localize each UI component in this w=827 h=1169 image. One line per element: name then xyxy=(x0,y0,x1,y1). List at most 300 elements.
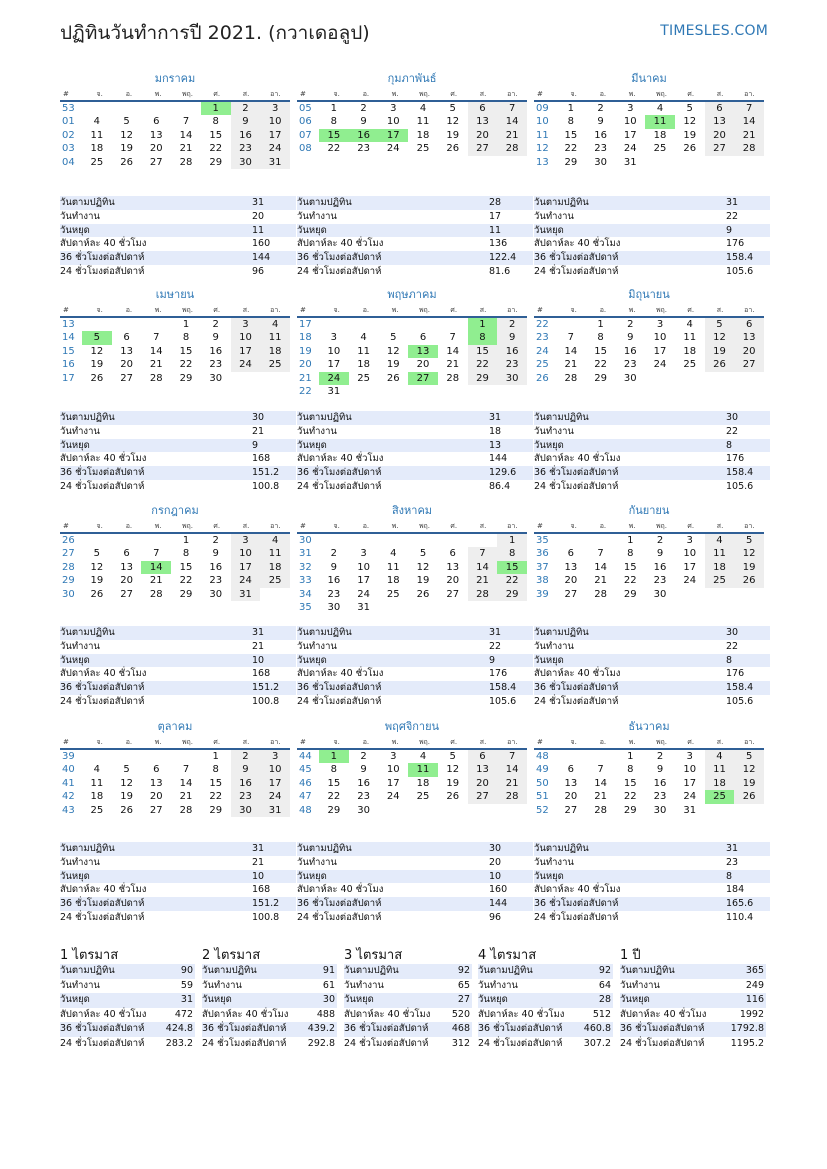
day-cell[interactable]: 28 xyxy=(734,142,764,155)
day-cell[interactable]: 7 xyxy=(597,764,604,776)
day-cell[interactable]: 26 xyxy=(446,791,460,803)
day-cell[interactable]: 22 xyxy=(327,143,341,155)
holiday-day-cell[interactable]: 1 xyxy=(319,750,349,763)
day-cell[interactable]: 27 xyxy=(120,372,133,384)
day-cell[interactable]: 13 xyxy=(149,129,163,141)
day-cell[interactable]: 24 xyxy=(386,791,400,803)
day-cell[interactable]: 2 xyxy=(212,319,219,330)
day-cell[interactable]: 22 xyxy=(623,791,637,803)
day-cell[interactable]: 12 xyxy=(734,547,764,560)
day-cell[interactable]: 12 xyxy=(446,116,460,128)
day-cell[interactable]: 30 xyxy=(623,372,637,384)
day-cell[interactable]: 5 xyxy=(419,548,427,560)
day-cell[interactable]: 29 xyxy=(564,156,578,168)
day-cell[interactable]: 25 xyxy=(90,156,104,168)
day-cell[interactable]: 16 xyxy=(231,777,261,790)
day-cell[interactable]: 20 xyxy=(149,143,163,155)
day-cell[interactable]: 17 xyxy=(357,575,370,587)
day-cell[interactable]: 13 xyxy=(468,763,498,776)
day-cell[interactable]: 8 xyxy=(212,764,219,776)
day-cell[interactable]: 2 xyxy=(627,319,634,330)
day-cell[interactable]: 10 xyxy=(231,331,261,344)
day-cell[interactable]: 13 xyxy=(120,561,133,573)
day-cell[interactable]: 4 xyxy=(419,751,427,762)
day-cell[interactable]: 18 xyxy=(90,791,104,803)
day-cell[interactable]: 18 xyxy=(416,129,430,141)
day-cell[interactable]: 14 xyxy=(149,345,163,357)
day-cell[interactable]: 23 xyxy=(594,143,607,155)
day-cell[interactable]: 8 xyxy=(597,332,604,344)
day-cell[interactable]: 6 xyxy=(153,116,160,128)
day-cell[interactable]: 21 xyxy=(468,574,498,587)
day-cell[interactable]: 21 xyxy=(734,129,764,142)
day-cell[interactable]: 1 xyxy=(212,751,219,762)
day-cell[interactable]: 29 xyxy=(209,804,223,816)
day-cell[interactable]: 27 xyxy=(564,804,578,816)
day-cell[interactable]: 13 xyxy=(705,115,735,128)
day-cell[interactable]: 28 xyxy=(594,588,607,600)
day-cell[interactable]: 28 xyxy=(468,588,498,601)
day-cell[interactable]: 20 xyxy=(564,575,578,587)
holiday-day-cell[interactable]: 11 xyxy=(645,115,675,128)
day-cell[interactable]: 24 xyxy=(357,588,370,600)
day-cell[interactable]: 15 xyxy=(564,129,578,141)
day-cell[interactable]: 30 xyxy=(497,372,527,385)
day-cell[interactable]: 30 xyxy=(653,804,667,816)
day-cell[interactable]: 25 xyxy=(260,358,290,371)
holiday-day-cell[interactable]: 11 xyxy=(408,763,438,776)
day-cell[interactable]: 8 xyxy=(182,548,190,560)
day-cell[interactable]: 5 xyxy=(686,103,693,114)
day-cell[interactable]: 6 xyxy=(468,102,498,115)
day-cell[interactable]: 28 xyxy=(446,372,460,384)
day-cell[interactable]: 5 xyxy=(93,548,101,560)
day-cell[interactable]: 10 xyxy=(231,547,261,560)
day-cell[interactable]: 12 xyxy=(416,561,430,573)
day-cell[interactable]: 9 xyxy=(212,332,219,344)
day-cell[interactable]: 31 xyxy=(623,156,637,168)
day-cell[interactable]: 12 xyxy=(446,764,460,776)
day-cell[interactable]: 31 xyxy=(683,804,697,816)
day-cell[interactable]: 21 xyxy=(149,359,163,371)
day-cell[interactable]: 22 xyxy=(564,143,578,155)
day-cell[interactable]: 24 xyxy=(260,142,290,155)
day-cell[interactable]: 12 xyxy=(683,116,697,128)
day-cell[interactable]: 7 xyxy=(153,548,160,560)
day-cell[interactable]: 19 xyxy=(416,575,430,587)
day-cell[interactable]: 26 xyxy=(683,143,697,155)
day-cell[interactable]: 2 xyxy=(212,535,219,546)
day-cell[interactable]: 8 xyxy=(627,548,634,560)
day-cell[interactable]: 23 xyxy=(357,791,370,803)
holiday-day-cell[interactable]: 15 xyxy=(497,561,527,574)
day-cell[interactable]: 16 xyxy=(209,561,223,573)
day-cell[interactable]: 6 xyxy=(153,764,160,776)
day-cell[interactable]: 21 xyxy=(179,791,193,803)
holiday-day-cell[interactable]: 16 xyxy=(349,129,379,142)
day-cell[interactable]: 18 xyxy=(705,561,735,574)
day-cell[interactable]: 1 xyxy=(627,751,634,762)
holiday-day-cell[interactable]: 17 xyxy=(378,129,408,142)
holiday-day-cell[interactable]: 1 xyxy=(201,102,231,115)
day-cell[interactable]: 3 xyxy=(390,103,397,114)
day-cell[interactable]: 20 xyxy=(149,791,163,803)
day-cell[interactable]: 14 xyxy=(594,561,607,573)
day-cell[interactable]: 19 xyxy=(386,359,400,371)
day-cell[interactable]: 16 xyxy=(623,345,637,357)
day-cell[interactable]: 26 xyxy=(120,804,133,816)
day-cell[interactable]: 2 xyxy=(597,103,604,114)
day-cell[interactable]: 19 xyxy=(120,143,133,155)
day-cell[interactable]: 29 xyxy=(179,372,193,384)
day-cell[interactable]: 9 xyxy=(231,115,261,128)
day-cell[interactable]: 25 xyxy=(357,372,370,384)
day-cell[interactable]: 19 xyxy=(120,791,133,803)
day-cell[interactable]: 26 xyxy=(90,588,104,600)
day-cell[interactable]: 2 xyxy=(656,535,664,546)
day-cell[interactable]: 23 xyxy=(623,359,637,371)
day-cell[interactable]: 25 xyxy=(90,804,104,816)
day-cell[interactable]: 9 xyxy=(656,764,664,776)
day-cell[interactable]: 26 xyxy=(734,574,764,587)
day-cell[interactable]: 10 xyxy=(683,548,697,560)
day-cell[interactable]: 15 xyxy=(468,345,498,358)
day-cell[interactable]: 21 xyxy=(564,359,578,371)
day-cell[interactable]: 9 xyxy=(627,332,634,344)
day-cell[interactable]: 9 xyxy=(360,116,367,128)
day-cell[interactable]: 15 xyxy=(209,129,223,141)
day-cell[interactable]: 26 xyxy=(120,156,133,168)
day-cell[interactable]: 5 xyxy=(123,764,130,776)
day-cell[interactable]: 18 xyxy=(260,345,290,358)
day-cell[interactable]: 24 xyxy=(683,791,697,803)
day-cell[interactable]: 7 xyxy=(497,750,527,763)
day-cell[interactable]: 7 xyxy=(597,548,604,560)
day-cell[interactable]: 4 xyxy=(705,750,735,763)
day-cell[interactable]: 25 xyxy=(260,574,290,587)
day-cell[interactable]: 19 xyxy=(446,129,460,141)
day-cell[interactable]: 9 xyxy=(330,561,338,573)
day-cell[interactable]: 6 xyxy=(123,332,130,344)
day-cell[interactable]: 22 xyxy=(209,791,223,803)
day-cell[interactable]: 31 xyxy=(327,385,341,397)
day-cell[interactable]: 24 xyxy=(231,574,261,587)
day-cell[interactable]: 16 xyxy=(327,575,341,587)
day-cell[interactable]: 24 xyxy=(683,575,697,587)
day-cell[interactable]: 28 xyxy=(594,804,607,816)
day-cell[interactable]: 18 xyxy=(90,143,104,155)
day-cell[interactable]: 8 xyxy=(627,764,634,776)
day-cell[interactable]: 16 xyxy=(497,345,527,358)
day-cell[interactable]: 29 xyxy=(497,588,527,601)
day-cell[interactable]: 26 xyxy=(446,143,460,155)
day-cell[interactable]: 14 xyxy=(497,115,527,128)
day-cell[interactable]: 31 xyxy=(231,588,261,601)
day-cell[interactable]: 27 xyxy=(468,790,498,803)
day-cell[interactable]: 23 xyxy=(209,359,223,371)
day-cell[interactable]: 4 xyxy=(656,103,664,114)
day-cell[interactable]: 11 xyxy=(90,777,104,789)
day-cell[interactable]: 25 xyxy=(653,143,667,155)
day-cell[interactable]: 14 xyxy=(179,129,193,141)
day-cell[interactable]: 20 xyxy=(468,777,498,790)
day-cell[interactable]: 3 xyxy=(231,534,261,547)
day-cell[interactable]: 7 xyxy=(182,764,190,776)
day-cell[interactable]: 19 xyxy=(734,777,764,790)
day-cell[interactable]: 3 xyxy=(260,750,290,763)
day-cell[interactable]: 8 xyxy=(497,547,527,560)
day-cell[interactable]: 26 xyxy=(416,588,430,600)
day-cell[interactable]: 30 xyxy=(653,588,667,600)
day-cell[interactable]: 12 xyxy=(90,345,104,357)
day-cell[interactable]: 9 xyxy=(212,548,219,560)
day-cell[interactable]: 3 xyxy=(231,318,261,331)
day-cell[interactable]: 10 xyxy=(327,345,341,357)
day-cell[interactable]: 11 xyxy=(386,561,400,573)
day-cell[interactable]: 15 xyxy=(623,777,637,789)
day-cell[interactable]: 17 xyxy=(386,777,400,789)
day-cell[interactable]: 24 xyxy=(386,143,400,155)
day-cell[interactable]: 19 xyxy=(90,359,104,371)
day-cell[interactable]: 31 xyxy=(357,601,370,613)
day-cell[interactable]: 1 xyxy=(627,535,634,546)
day-cell[interactable]: 4 xyxy=(705,534,735,547)
day-cell[interactable]: 15 xyxy=(327,777,341,789)
day-cell[interactable]: 22 xyxy=(179,575,193,587)
day-cell[interactable]: 6 xyxy=(734,318,764,331)
day-cell[interactable]: 30 xyxy=(209,372,223,384)
day-cell[interactable]: 29 xyxy=(327,804,341,816)
day-cell[interactable]: 1 xyxy=(497,534,527,547)
day-cell[interactable]: 6 xyxy=(123,548,130,560)
day-cell[interactable]: 9 xyxy=(360,764,367,776)
day-cell[interactable]: 13 xyxy=(734,331,764,344)
day-cell[interactable]: 21 xyxy=(594,575,607,587)
holiday-day-cell[interactable]: 8 xyxy=(468,331,498,344)
day-cell[interactable]: 4 xyxy=(419,103,427,114)
day-cell[interactable]: 19 xyxy=(446,777,460,789)
day-cell[interactable]: 23 xyxy=(653,791,667,803)
day-cell[interactable]: 30 xyxy=(327,601,341,613)
day-cell[interactable]: 7 xyxy=(497,102,527,115)
day-cell[interactable]: 20 xyxy=(705,129,735,142)
day-cell[interactable]: 21 xyxy=(497,129,527,142)
day-cell[interactable]: 28 xyxy=(497,142,527,155)
day-cell[interactable]: 26 xyxy=(734,790,764,803)
day-cell[interactable]: 16 xyxy=(231,129,261,142)
holiday-day-cell[interactable]: 14 xyxy=(141,561,171,574)
day-cell[interactable]: 30 xyxy=(231,804,261,817)
day-cell[interactable]: 12 xyxy=(120,777,133,789)
day-cell[interactable]: 29 xyxy=(179,588,193,600)
day-cell[interactable]: 1 xyxy=(567,103,575,114)
holiday-day-cell[interactable]: 27 xyxy=(408,372,438,385)
day-cell[interactable]: 14 xyxy=(497,763,527,776)
day-cell[interactable]: 15 xyxy=(179,561,193,573)
day-cell[interactable]: 2 xyxy=(360,751,367,762)
day-cell[interactable]: 4 xyxy=(93,764,101,776)
day-cell[interactable]: 24 xyxy=(623,143,637,155)
day-cell[interactable]: 18 xyxy=(705,777,735,790)
day-cell[interactable]: 20 xyxy=(120,359,133,371)
day-cell[interactable]: 17 xyxy=(623,129,637,141)
day-cell[interactable]: 10 xyxy=(260,763,290,776)
day-cell[interactable]: 14 xyxy=(179,777,193,789)
day-cell[interactable]: 26 xyxy=(90,372,104,384)
day-cell[interactable]: 15 xyxy=(209,777,223,789)
day-cell[interactable]: 20 xyxy=(468,129,498,142)
day-cell[interactable]: 10 xyxy=(653,332,667,344)
day-cell[interactable]: 1 xyxy=(182,535,190,546)
day-cell[interactable]: 26 xyxy=(705,358,735,371)
day-cell[interactable]: 14 xyxy=(468,561,498,574)
day-cell[interactable]: 27 xyxy=(564,588,578,600)
day-cell[interactable]: 4 xyxy=(686,319,693,330)
day-cell[interactable]: 19 xyxy=(705,345,735,358)
day-cell[interactable]: 28 xyxy=(497,790,527,803)
day-cell[interactable]: 21 xyxy=(497,777,527,790)
day-cell[interactable]: 16 xyxy=(209,345,223,357)
day-cell[interactable]: 8 xyxy=(330,116,338,128)
day-cell[interactable]: 30 xyxy=(594,156,607,168)
holiday-day-cell[interactable]: 15 xyxy=(319,129,349,142)
day-cell[interactable]: 17 xyxy=(683,777,697,789)
day-cell[interactable]: 6 xyxy=(419,332,427,344)
day-cell[interactable]: 4 xyxy=(360,332,367,344)
day-cell[interactable]: 14 xyxy=(594,777,607,789)
day-cell[interactable]: 5 xyxy=(123,116,130,128)
day-cell[interactable]: 4 xyxy=(260,534,290,547)
day-cell[interactable]: 22 xyxy=(497,574,527,587)
day-cell[interactable]: 2 xyxy=(497,318,527,331)
day-cell[interactable]: 27 xyxy=(446,588,460,600)
day-cell[interactable]: 28 xyxy=(179,156,193,168)
day-cell[interactable]: 20 xyxy=(446,575,460,587)
day-cell[interactable]: 7 xyxy=(567,332,575,344)
day-cell[interactable]: 21 xyxy=(446,359,460,371)
day-cell[interactable]: 23 xyxy=(209,575,223,587)
day-cell[interactable]: 13 xyxy=(564,561,578,573)
day-cell[interactable]: 28 xyxy=(564,372,578,384)
day-cell[interactable]: 11 xyxy=(260,331,290,344)
day-cell[interactable]: 27 xyxy=(705,142,735,155)
day-cell[interactable]: 6 xyxy=(449,548,456,560)
day-cell[interactable]: 11 xyxy=(416,116,430,128)
day-cell[interactable]: 23 xyxy=(231,790,261,803)
day-cell[interactable]: 27 xyxy=(149,156,163,168)
day-cell[interactable]: 29 xyxy=(594,372,607,384)
day-cell[interactable]: 16 xyxy=(653,561,667,573)
day-cell[interactable]: 3 xyxy=(656,319,664,330)
day-cell[interactable]: 22 xyxy=(623,575,637,587)
day-cell[interactable]: 8 xyxy=(212,116,219,128)
day-cell[interactable]: 24 xyxy=(653,359,667,371)
day-cell[interactable]: 11 xyxy=(357,345,370,357)
day-cell[interactable]: 6 xyxy=(567,764,575,776)
day-cell[interactable]: 14 xyxy=(734,115,764,128)
day-cell[interactable]: 1 xyxy=(597,319,604,330)
day-cell[interactable]: 2 xyxy=(231,102,261,115)
day-cell[interactable]: 20 xyxy=(120,575,133,587)
day-cell[interactable]: 12 xyxy=(386,345,400,357)
day-cell[interactable]: 17 xyxy=(327,359,341,371)
day-cell[interactable]: 7 xyxy=(153,332,160,344)
day-cell[interactable]: 6 xyxy=(468,750,498,763)
day-cell[interactable]: 27 xyxy=(468,142,498,155)
holiday-day-cell[interactable]: 24 xyxy=(319,372,349,385)
day-cell[interactable]: 22 xyxy=(179,359,193,371)
day-cell[interactable]: 20 xyxy=(416,359,430,371)
day-cell[interactable]: 11 xyxy=(260,547,290,560)
day-cell[interactable]: 14 xyxy=(446,345,460,357)
day-cell[interactable]: 17 xyxy=(653,345,667,357)
day-cell[interactable]: 23 xyxy=(357,143,370,155)
day-cell[interactable]: 2 xyxy=(231,750,261,763)
day-cell[interactable]: 16 xyxy=(653,777,667,789)
day-cell[interactable]: 19 xyxy=(90,575,104,587)
day-cell[interactable]: 2 xyxy=(360,103,367,114)
day-cell[interactable]: 29 xyxy=(623,804,637,816)
day-cell[interactable]: 15 xyxy=(179,345,193,357)
day-cell[interactable]: 24 xyxy=(231,358,261,371)
day-cell[interactable]: 31 xyxy=(260,156,290,169)
day-cell[interactable]: 17 xyxy=(260,129,290,142)
site-link[interactable]: TIMESLES.COM xyxy=(660,23,768,39)
day-cell[interactable]: 17 xyxy=(231,561,261,574)
day-cell[interactable]: 28 xyxy=(179,804,193,816)
day-cell[interactable]: 28 xyxy=(149,372,163,384)
day-cell[interactable]: 12 xyxy=(90,561,104,573)
day-cell[interactable]: 5 xyxy=(390,332,397,344)
day-cell[interactable]: 5 xyxy=(734,750,764,763)
day-cell[interactable]: 17 xyxy=(260,777,290,790)
day-cell[interactable]: 13 xyxy=(120,345,133,357)
day-cell[interactable]: 3 xyxy=(627,103,634,114)
day-cell[interactable]: 21 xyxy=(149,575,163,587)
day-cell[interactable]: 8 xyxy=(567,116,575,128)
day-cell[interactable]: 17 xyxy=(683,561,697,573)
day-cell[interactable]: 3 xyxy=(390,751,397,762)
day-cell[interactable]: 21 xyxy=(179,143,193,155)
day-cell[interactable]: 17 xyxy=(231,345,261,358)
day-cell[interactable]: 18 xyxy=(416,777,430,789)
day-cell[interactable]: 15 xyxy=(594,345,607,357)
day-cell[interactable]: 3 xyxy=(686,751,693,762)
day-cell[interactable]: 3 xyxy=(260,102,290,115)
day-cell[interactable]: 27 xyxy=(734,358,764,371)
day-cell[interactable]: 20 xyxy=(734,345,764,358)
day-cell[interactable]: 6 xyxy=(567,548,575,560)
day-cell[interactable]: 4 xyxy=(260,318,290,331)
day-cell[interactable]: 9 xyxy=(656,548,664,560)
holiday-day-cell[interactable]: 5 xyxy=(82,331,112,344)
day-cell[interactable]: 3 xyxy=(360,548,367,560)
day-cell[interactable]: 23 xyxy=(653,575,667,587)
day-cell[interactable]: 18 xyxy=(260,561,290,574)
day-cell[interactable]: 12 xyxy=(120,129,133,141)
day-cell[interactable]: 4 xyxy=(390,548,397,560)
day-cell[interactable]: 13 xyxy=(149,777,163,789)
day-cell[interactable]: 18 xyxy=(357,359,370,371)
day-cell[interactable]: 11 xyxy=(705,763,735,776)
day-cell[interactable]: 22 xyxy=(209,143,223,155)
day-cell[interactable]: 10 xyxy=(357,561,370,573)
day-cell[interactable]: 6 xyxy=(705,102,735,115)
day-cell[interactable]: 12 xyxy=(734,763,764,776)
day-cell[interactable]: 2 xyxy=(330,548,338,560)
holiday-day-cell[interactable]: 13 xyxy=(408,345,438,358)
day-cell[interactable]: 9 xyxy=(497,331,527,344)
